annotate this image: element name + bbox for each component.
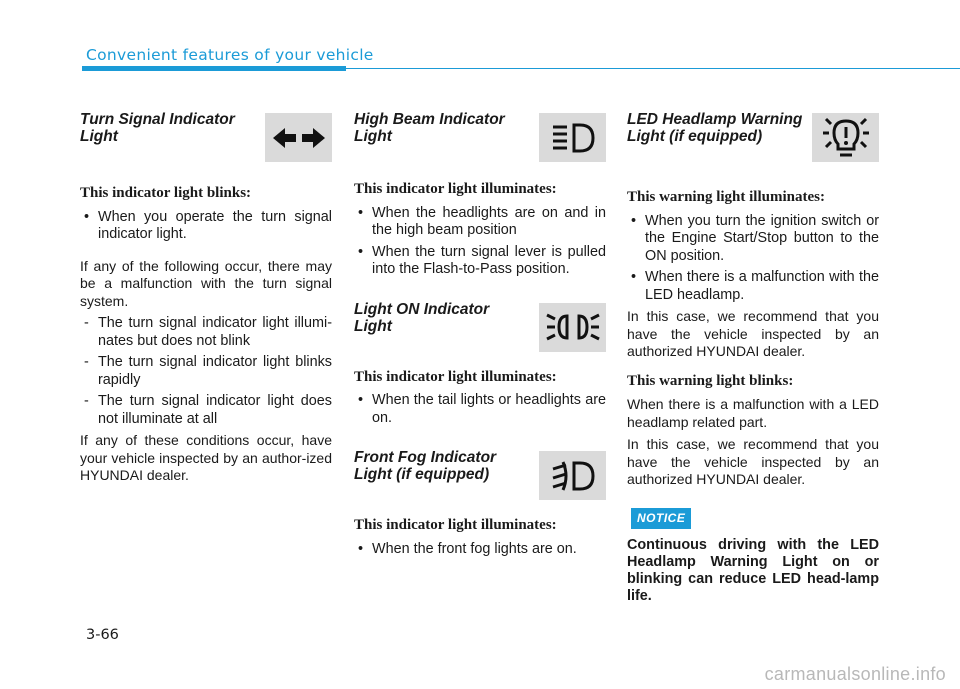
led-illuminates-subheading: This warning light illuminates: bbox=[627, 189, 825, 205]
turn-signal-advice: If any of these conditions occur, have your vehicle inspected by an author-ized HYUNDAI dealer. bbox=[80, 432, 332, 483]
list-item: • When you operate the turn signal indicator light. bbox=[80, 209, 332, 244]
high-beam-subheading: This indicator light illuminates: bbox=[354, 181, 557, 197]
led-headlamp-paragraph-3: In this case, we recommend that you have the vehicle inspected by an authorized HYUNDAI dealer. bbox=[627, 436, 879, 487]
column-beam-lights bbox=[354, 110, 606, 562]
section-header-title: Convenient features of your vehicle bbox=[86, 46, 374, 64]
list-item: - The turn signal indicator light illumi-nates but does not blink bbox=[80, 315, 332, 350]
list-item: • When the turn signal lever is pulled into the Flash-to-Pass position. bbox=[354, 244, 606, 279]
watermark: carmanualsonline.info bbox=[764, 664, 946, 684]
led-headlamp-paragraph-2: When there is a malfunction with a LED headlamp related part. bbox=[627, 396, 879, 430]
led-blinks-subheading: This warning light blinks: bbox=[627, 372, 794, 389]
turn-signal-title: Turn Signal Indicator Light bbox=[80, 111, 235, 145]
column-turn-signal bbox=[80, 110, 332, 490]
turn-signal-subheading: This indicator light blinks: bbox=[80, 185, 252, 201]
notice-badge: NOTICE bbox=[631, 508, 691, 530]
page-number: 3-66 bbox=[86, 627, 119, 643]
led-headlamp-heading bbox=[627, 111, 879, 163]
high-beam-icon bbox=[539, 113, 606, 162]
turn-signal-bullets bbox=[80, 209, 332, 244]
led-headlamp-warning-icon bbox=[812, 113, 879, 162]
list-item: • When the front fog lights are on. bbox=[354, 541, 606, 559]
list-item: - The turn signal indicator light does not illuminate at all bbox=[80, 393, 332, 428]
front-fog-heading bbox=[354, 449, 606, 501]
led-headlamp-paragraph-1: In this case, we recommend that you have the vehicle inspected by an authorized HYUNDAI dealer. bbox=[627, 308, 879, 359]
header-accent-bar bbox=[82, 66, 346, 71]
notice-text: Continuous driving with the LED Headlamp Warning Light on or blinking can reduce LED head-lamp life. bbox=[627, 537, 879, 604]
turn-signal-arrows-icon bbox=[265, 113, 332, 162]
front-fog-subheading: This indicator light illuminates: bbox=[354, 517, 557, 533]
front-fog-title: Front Fog Indicator Light (if equipped) bbox=[354, 449, 497, 483]
led-headlamp-bullets bbox=[627, 213, 879, 305]
light-on-subheading: This indicator light illuminates: bbox=[354, 368, 557, 385]
light-on-title: Light ON Indicator Light bbox=[354, 300, 490, 335]
led-headlamp-title: LED Headlamp Warning Light (if equipped) bbox=[627, 111, 803, 145]
light-on-bullets bbox=[354, 392, 606, 427]
list-item: • When the tail lights or headlights are on. bbox=[354, 392, 606, 427]
light-on-heading bbox=[354, 301, 606, 353]
front-fog-icon bbox=[539, 451, 606, 500]
front-fog-bullets bbox=[354, 541, 606, 559]
high-beam-title: High Beam Indicator Light bbox=[354, 111, 505, 145]
list-item: - The turn signal indicator light blinks rapidly bbox=[80, 354, 332, 389]
high-beam-heading bbox=[354, 111, 606, 163]
turn-signal-paragraph: If any of the following occur, there may be a malfunction with the turn signal system. bbox=[80, 257, 332, 309]
list-item: • When the headlights are on and in the high beam position bbox=[354, 205, 606, 240]
column-led-headlamp bbox=[627, 110, 879, 605]
list-item: • When you turn the ignition switch or the Engine Start/Stop button to the ON position. bbox=[627, 213, 879, 266]
light-on-icon bbox=[539, 303, 606, 352]
turn-signal-heading bbox=[80, 111, 332, 163]
list-item: • When there is a malfunction with the LED headlamp. bbox=[627, 269, 879, 304]
turn-signal-conditions bbox=[80, 315, 332, 428]
high-beam-bullets bbox=[354, 205, 606, 279]
header-divider-line bbox=[346, 68, 960, 69]
